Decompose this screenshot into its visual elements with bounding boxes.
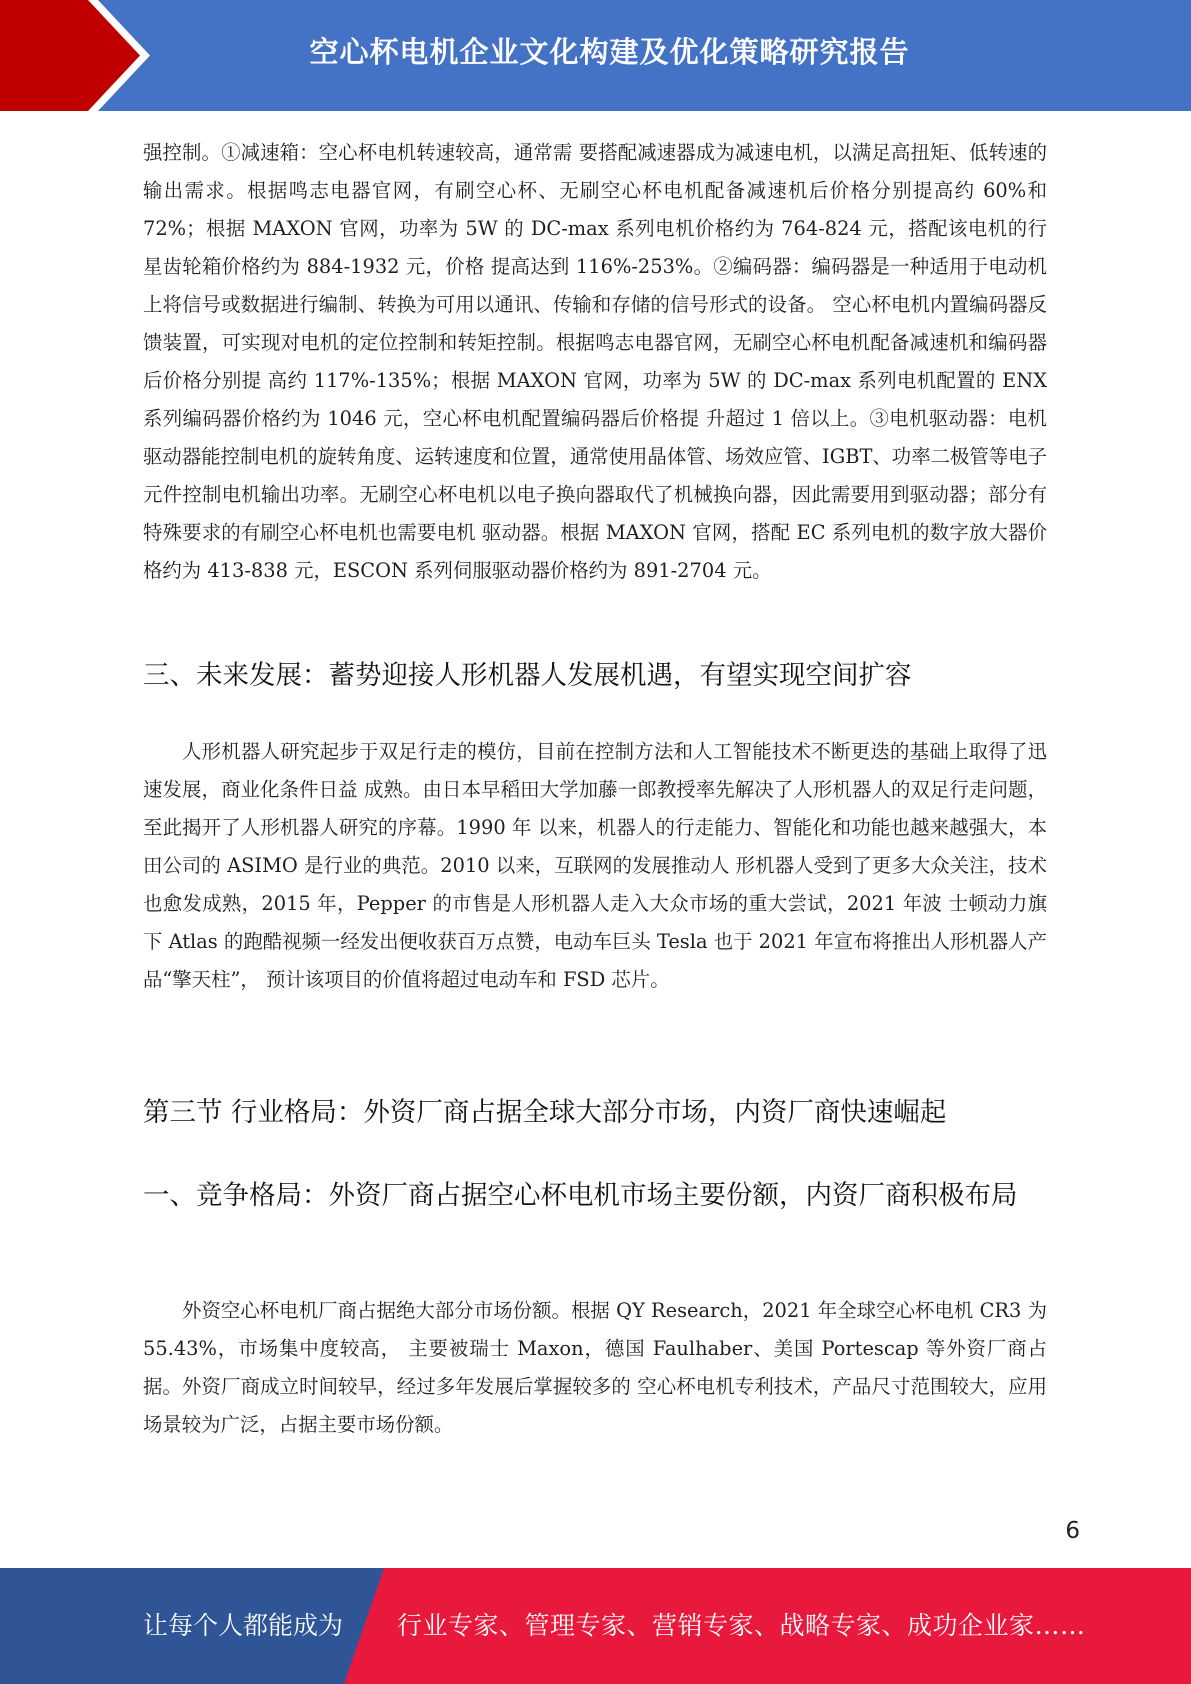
body-paragraph-competition — [143, 1292, 1047, 1444]
page-header — [0, 0, 1191, 111]
page-number: 6 — [1065, 1518, 1080, 1544]
subsection-heading-competition — [143, 1173, 1047, 1219]
page-footer — [0, 1568, 1191, 1684]
paragraph-text: 外资空心杯电机厂商占据绝大部分市场份额。根据 QY Research，2021 年全球空心杯电机 CR3 为 55.43%，市场集中度较高， 主要被瑞士 Maxon，德国 Faulhaber、美国 Portescap 等外资厂商占据。外资厂商成立时间较早，经过多年发展后掌握较多的 空心杯电机专利技术，产品尺寸范围较大，应用场景较为广泛，占据主要市场份额。 — [143, 1299, 1047, 1436]
paragraph-text: 人形机器人研究起步于双足行走的模仿，目前在控制方法和人工智能技术不断更迭的基础上取得了迅速发展，商业化条件日益 成熟。由日本早稻田大学加藤一郎教授率先解决了人形机器人的双足行走问题，至此揭开了人形机器人研究的序幕。1990 年 以来，机器人的行走能力、智能化和功能也越来越强大，本田公司的 ASIMO 是行业的典范。2010 以来，互联网的发展推动人 形机器人受到了更多大众关注，技术也愈发成熟，2015 年，Pepper 的市售是人形机器人走入大众市场的重大尝试，2021 年波 士顿动力旗下 Atlas 的跑酷视频一经发出便收获百万点赞，电动车巨头 Tesla 也于 2021 年宣布将推出人形机器人产品“擎天柱”， 预计该项目的价值将超过电动车和 FSD 芯片。 — [143, 740, 1047, 991]
heading-text: 第三节 行业格局：外资厂商占据全球大部分市场，内资厂商快速崛起 — [143, 1097, 947, 1128]
section-heading-industry-landscape — [143, 1090, 1047, 1136]
heading-text: 三、未来发展：蓄势迎接人形机器人发展机遇，有望实现空间扩容 — [143, 660, 912, 691]
heading-text: 一、竞争格局：外资厂商占据空心杯电机市场主要份额，内资厂商积极布局 — [143, 1180, 1018, 1211]
section-heading-future — [143, 653, 1047, 699]
footer-slogan-right: 行业专家、管理专家、营销专家、战略专家、成功企业家…… — [397, 1611, 1086, 1640]
body-paragraph-humanoid — [143, 733, 1047, 999]
body-paragraph-components — [143, 134, 1047, 590]
footer-slogan-left: 让每个人都能成为 — [143, 1611, 344, 1640]
paragraph-text: 强控制。①减速箱：空心杯电机转速较高，通常需 要搭配减速器成为减速电机，以满足高扭矩、低转速的输出需求。根据鸣志电器官网，有刷空心杯、无刷空心杯电机配备减速机后价格分别提高约 60%和 72%；根据 MAXON 官网，功率为 5W 的 DC-max 系列电机价格约为 764-824 元，搭配该电机的行星齿轮箱价格约为 884-1932 元，价格 提高达到 116%-253%。②编码器：编码器是一种适用于电动机上将信号或数据进行编制、转换为可用以通讯、传输和存储的信号形式的设备。 空心杯电机内置编码器反馈装置，可实现对电机的定位控制和转矩控制。根据鸣志电器官网，无刷空心杯电机配备减速机和编码器后价格分别提 高约 117%-135%；根据 MAXON 官网，功率为 5W 的 DC-max 系列电机配置的 ENX 系列编码器价格约为 1046 元，空心杯电机配置编码器后价格提 升超过 1 倍以上。③电机驱动器：电机驱动器能控制电机的旋转角度、运转速度和位置，通常使用晶体管、场效应管、IGBT、功率二极管等电子 元件控制电机输出功率。无刷空心杯电机以电子换向器取代了机械换向器，因此需要用到驱动器；部分有特殊要求的有刷空心杯电机也需要电机 驱动器。根据 MAXON 官网，搭配 EC 系列电机的数字放大器价格约为 413-838 元，ESCON 系列伺服驱动器价格约为 891-2704 元。 — [143, 141, 1047, 582]
document-title: 空心杯电机企业文化构建及优化策略研究报告 — [309, 35, 910, 69]
